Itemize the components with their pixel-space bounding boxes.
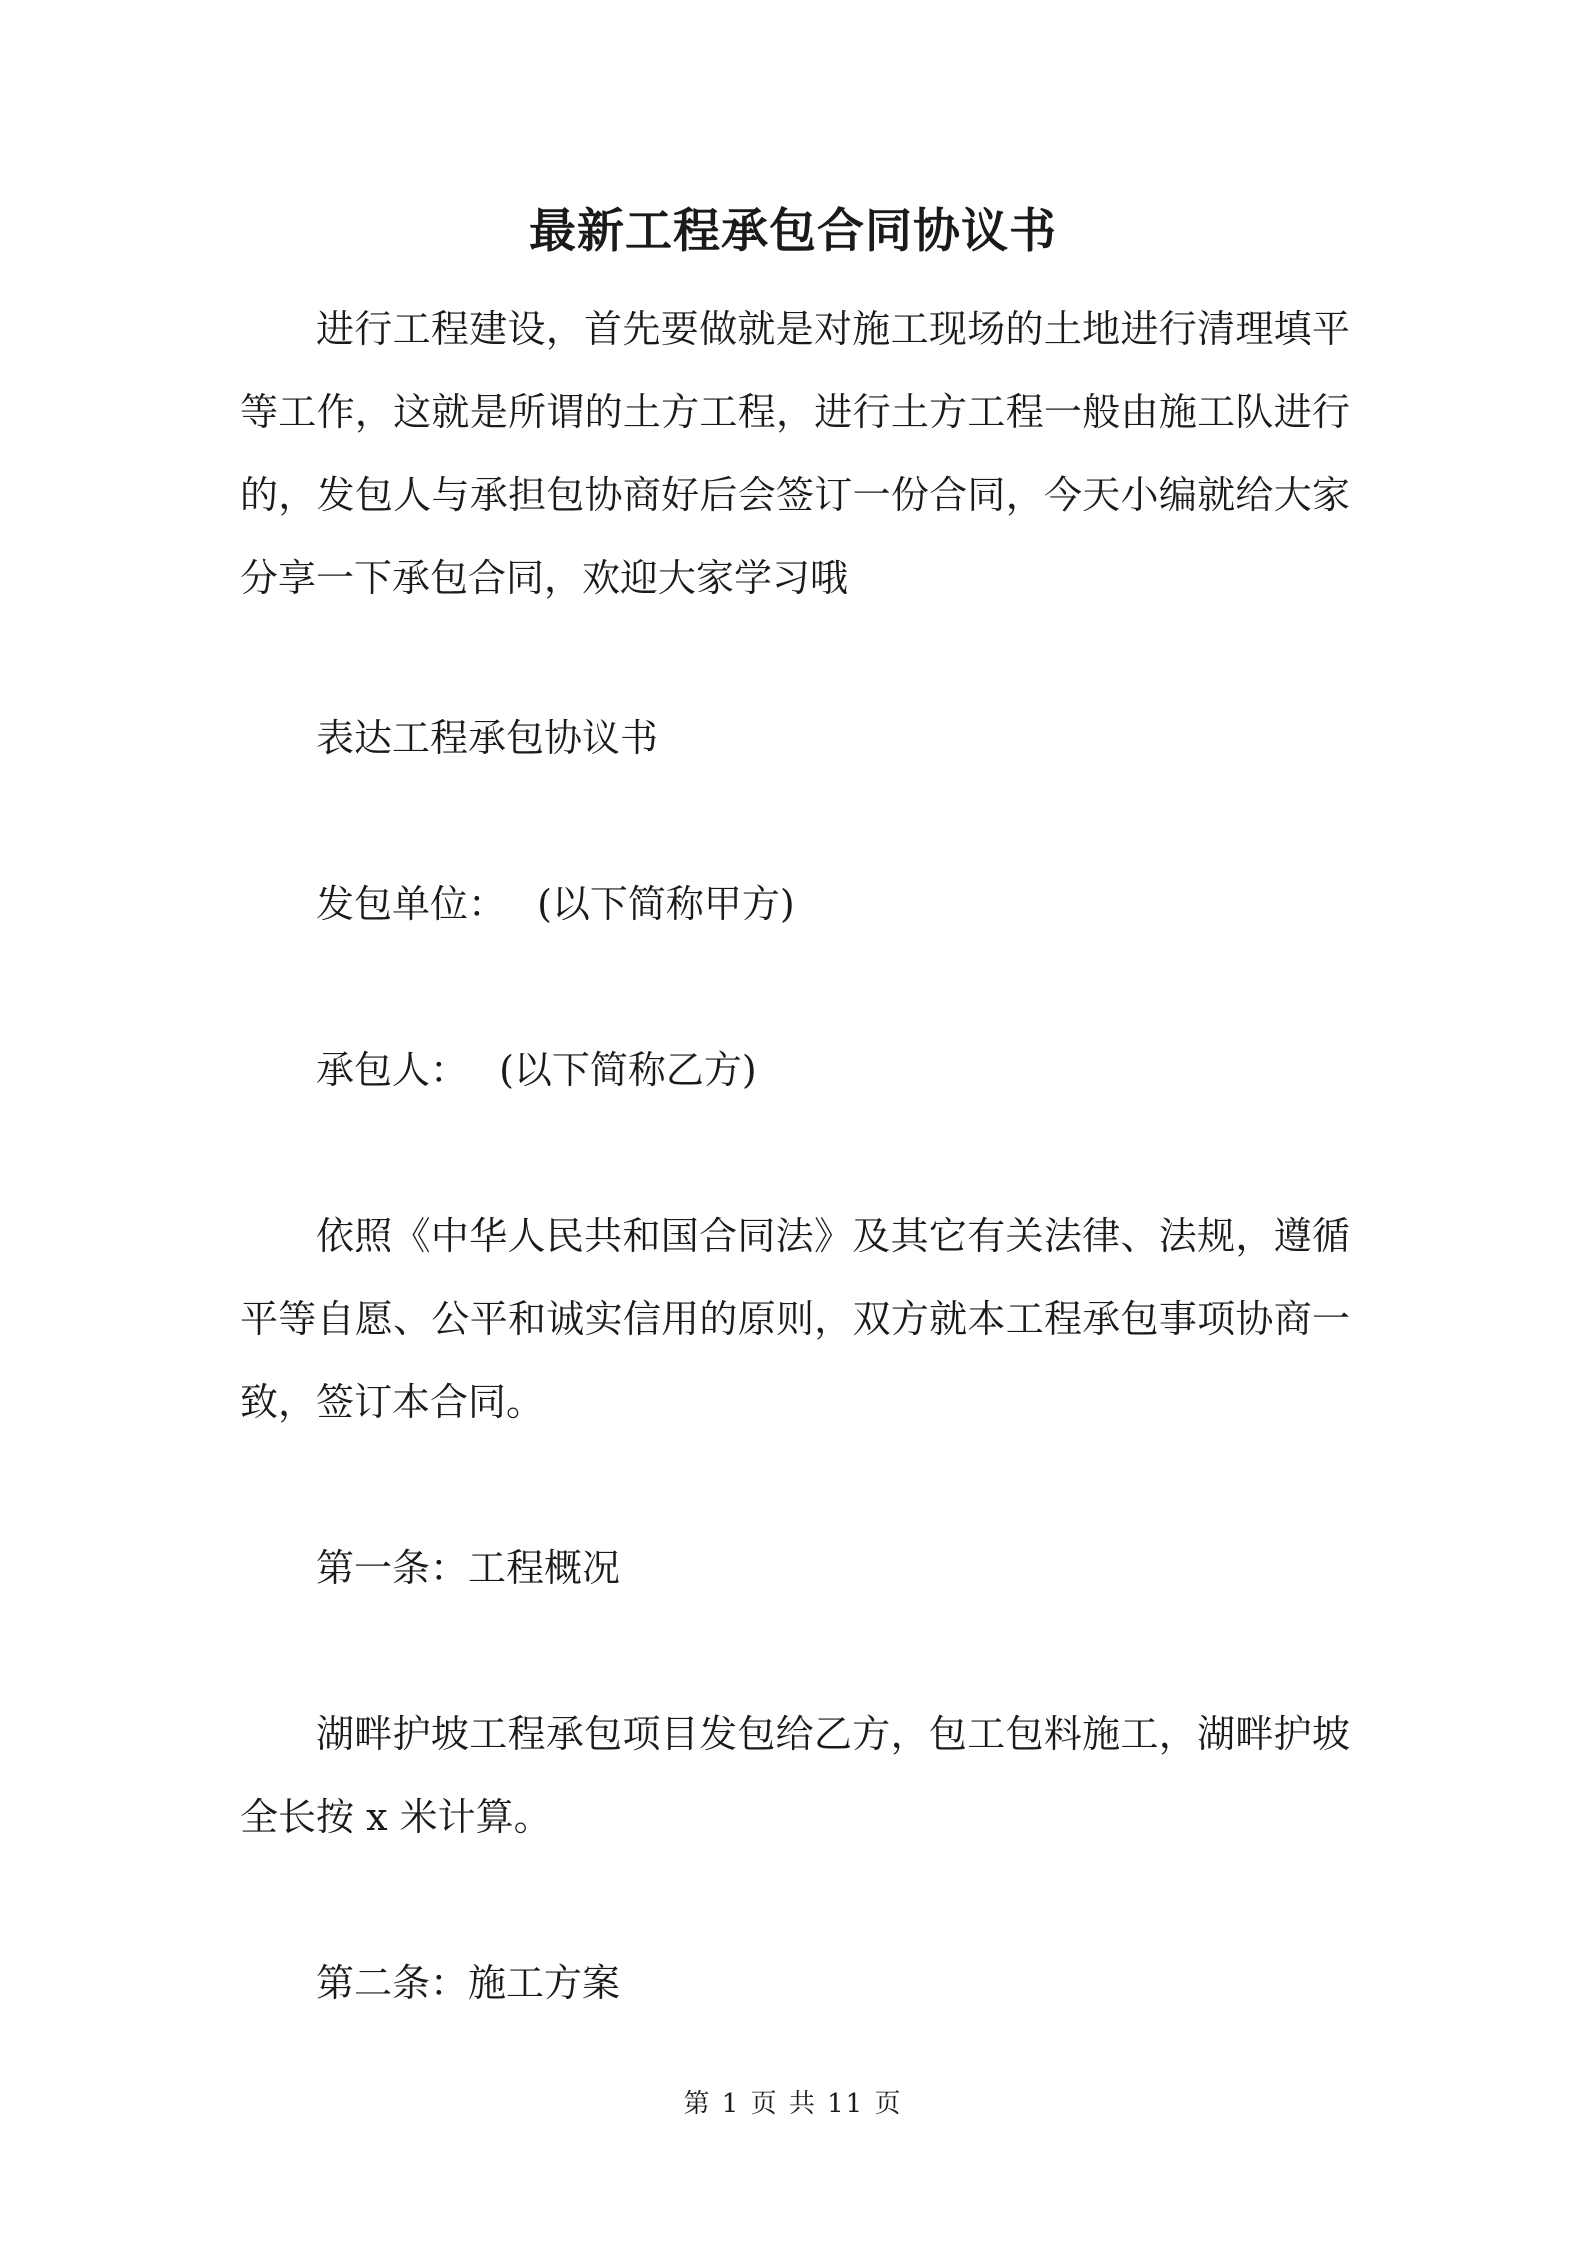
article-1-heading: 第一条：工程概况 <box>316 1546 621 1590</box>
document-title: 最新工程承包合同协议书 <box>529 204 1057 259</box>
basis-paragraph: 依照《中华人民共和国合同法》及其它有关法律、法规，遵循平等自愿、公平和诚实信用的原则，双方就本工程承包事项协商一致，签订本合同。 <box>240 1214 1350 1424</box>
party-b-line: 承包人： (以下简称乙方) <box>316 1048 757 1092</box>
subtitle-line: 表达工程承包协议书 <box>316 716 659 760</box>
intro-paragraph: 进行工程建设，首先要做就是对施工现场的土地进行清理填平等工作，这就是所谓的土方工程，进行土方工程一般由施工队进行的，发包人与承担包协商好后会签订一份合同，今天小编就给大家分享一下承包合同，欢迎大家学习哦 <box>240 307 1350 600</box>
article-2-heading: 第二条：施工方案 <box>316 1961 621 2005</box>
party-a-line: 发包单位： (以下简称甲方) <box>316 882 795 926</box>
page-number-footer: 第 1 页 共 11 页 <box>683 2089 903 2119</box>
article-1-body: 湖畔护坡工程承包项目发包给乙方，包工包料施工，湖畔护坡全长按 x 米计算。 <box>240 1712 1350 1839</box>
